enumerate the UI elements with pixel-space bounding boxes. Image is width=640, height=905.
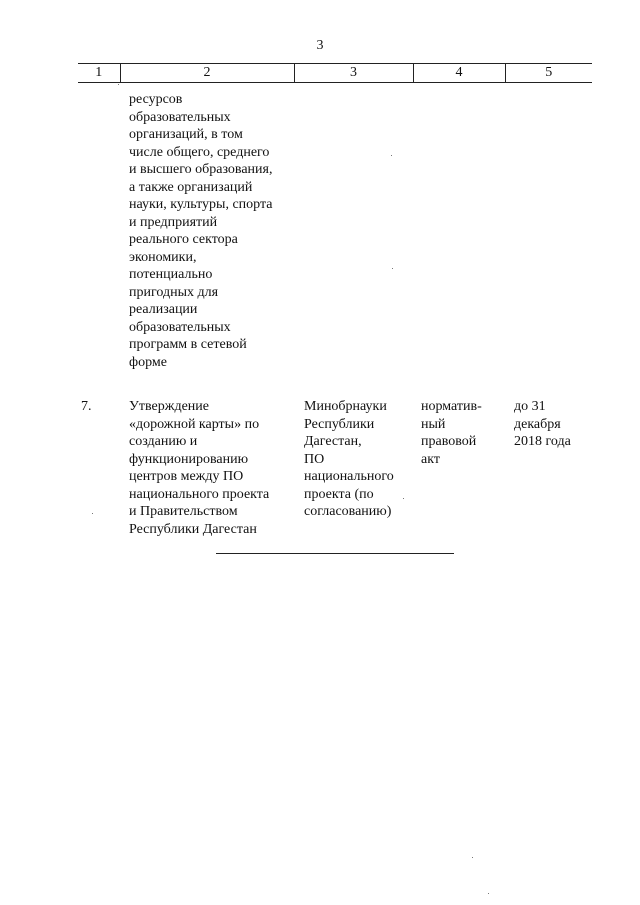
column-header-1: 1 <box>78 64 120 83</box>
scan-speck <box>392 268 393 269</box>
row-7-activity: Утверждение «дорожной карты» по созданию и функционированию центров между ПО национального проекта и Правительством Республики Дагестан <box>129 399 270 537</box>
row-7-number: 7. <box>81 399 92 414</box>
row-7-document-type: норматив- ный правовой акт <box>421 399 482 467</box>
scan-speck <box>488 893 489 894</box>
row-7-deadline: до 31 декабря 2018 года <box>514 399 571 449</box>
column-header-4: 4 <box>413 64 505 83</box>
row-7-responsible: Минобрнауки Республики Дагестан, ПО национального проекта (по согласованию) <box>304 399 394 519</box>
scan-speck <box>403 498 404 499</box>
column-header-2: 2 <box>120 64 294 83</box>
page-number: 3 <box>316 38 324 53</box>
continued-row-description: ресурсов образовательных организаций, в том числе общего, среднего и высшего образования, а также организаций науки, культуры, спорта и предприятий реального сектора экономики, потенциально пригодных для реализации образовательных программ в сетевой форме <box>129 92 273 370</box>
scan-speck <box>391 155 392 156</box>
scan-speck <box>92 513 93 514</box>
end-of-document-rule <box>216 553 454 554</box>
column-header-row <box>78 64 592 83</box>
column-header-5: 5 <box>505 64 592 83</box>
scan-speck <box>472 857 473 858</box>
scan-speck <box>118 84 119 85</box>
column-header-3: 3 <box>294 64 413 83</box>
column-header-table <box>78 63 592 83</box>
